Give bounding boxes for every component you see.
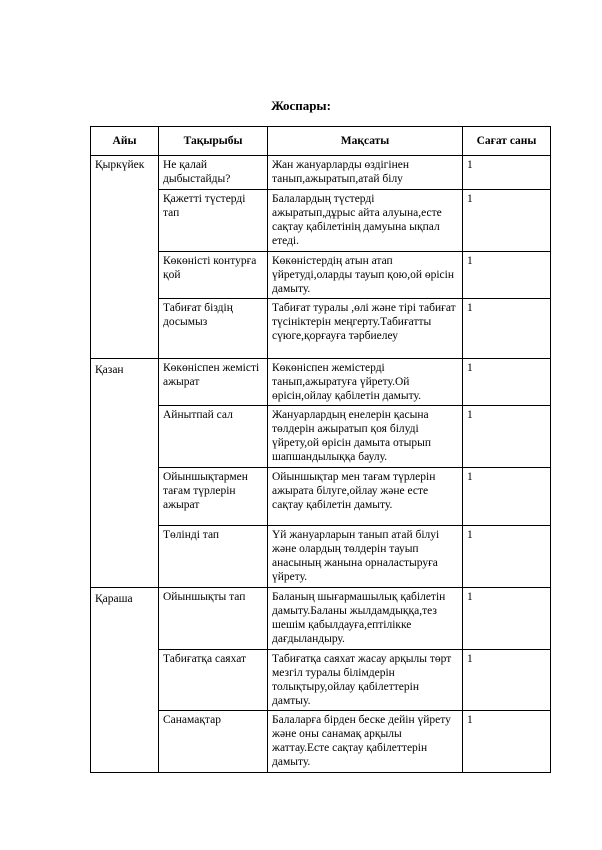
table-row bbox=[91, 468, 551, 526]
table-row bbox=[91, 359, 551, 406]
topic-cell: Қажетті түстерді тап bbox=[159, 190, 268, 252]
goal-cell: Үй жануарларын танып атай білуі және олардың төлдерін тауып анасының жанына орналастыруға үйрету. bbox=[268, 526, 463, 588]
table-row bbox=[91, 650, 551, 711]
table-row bbox=[91, 190, 551, 252]
hours-cell: 1 bbox=[463, 156, 551, 190]
table-row bbox=[91, 526, 551, 588]
topic-cell: Ойыншықтармен тағам түрлерін ажырат bbox=[159, 468, 268, 526]
table-row bbox=[91, 156, 551, 190]
hours-cell: 1 bbox=[463, 588, 551, 650]
goal-cell: Табиғатқа саяхат жасау арқылы төрт мезгіл туралы білімдерін толықтыру,ойлау қабілеттерін дамтыу. bbox=[268, 650, 463, 711]
hours-cell: 1 bbox=[463, 711, 551, 773]
goal-cell: Жануарлардың енелерін қасына төлдерін ажыратып қоя білуді үйрету,ой өрісін дамыта отырып шапшандылыққа баулу. bbox=[268, 406, 463, 468]
goal-cell: Балалардың түстерді ажыратып,дұрыс айта алуына,есте сақтау қабілетінің дамуына ықпал етеді. bbox=[268, 190, 463, 252]
topic-cell: Айнытпай сал bbox=[159, 406, 268, 468]
header-goal: Мақсаты bbox=[268, 127, 463, 156]
topic-cell: Көкөністі контурға қой bbox=[159, 252, 268, 299]
hours-cell: 1 bbox=[463, 650, 551, 711]
header-hours: Сағат саны bbox=[463, 127, 551, 156]
goal-cell: Ойыншықтар мен тағам түрлерін ажырата білуге,ойлау және есте сақтау қабілетін дамыту. bbox=[268, 468, 463, 526]
topic-cell: Көкөніспен жемісті ажырат bbox=[159, 359, 268, 406]
hours-cell: 1 bbox=[463, 526, 551, 588]
goal-cell: Табиғат туралы ,өлі және тірі табиғат түсініктерін меңгерту.Табиғатты сүюге,қорғауға тәрбиелеу bbox=[268, 299, 463, 359]
goal-cell: Балаларға бірден беске дейін үйрету және оны санамақ арқылы жаттау.Есте сақтау қабілеттерін дамыту. bbox=[268, 711, 463, 773]
month-cell: Қыркүйек bbox=[91, 156, 159, 359]
topic-cell: Ойыншықты тап bbox=[159, 588, 268, 650]
table-header-row bbox=[91, 127, 551, 156]
hours-cell: 1 bbox=[463, 406, 551, 468]
table-row bbox=[91, 588, 551, 650]
hours-cell: 1 bbox=[463, 190, 551, 252]
goal-cell: Жан жануарларды өздігінен танып,ажыратып,атай білу bbox=[268, 156, 463, 190]
table-row bbox=[91, 711, 551, 773]
goal-cell: Көкөніспен жемістерді танып,ажыратуға үйрету.Ой өрісін,ойлау қабілетін дамыту. bbox=[268, 359, 463, 406]
month-cell: Қазан bbox=[91, 359, 159, 588]
page-title: Жоспары: bbox=[271, 98, 331, 113]
topic-cell: Санамақтар bbox=[159, 711, 268, 773]
topic-cell: Не қалай дыбыстайды? bbox=[159, 156, 268, 190]
topic-cell: Табиғатқа саяхат bbox=[159, 650, 268, 711]
hours-cell: 1 bbox=[463, 468, 551, 526]
goal-cell: Көкөністердің атын атап үйретуді,оларды тауып қою,ой өрісін дамыту. bbox=[268, 252, 463, 299]
table-row bbox=[91, 406, 551, 468]
header-topic: Тақырыбы bbox=[159, 127, 268, 156]
plan-table bbox=[90, 126, 551, 773]
hours-cell: 1 bbox=[463, 359, 551, 406]
goal-cell: Баланың шығармашылық қабілетін дамыту.Баланы жылдамдыққа,тез шешім қабылдауға,ептілікке дағдыландыру. bbox=[268, 588, 463, 650]
header-month: Айы bbox=[91, 127, 159, 156]
hours-cell: 1 bbox=[463, 252, 551, 299]
hours-cell: 1 bbox=[463, 299, 551, 359]
table-row bbox=[91, 252, 551, 299]
topic-cell: Төлінді тап bbox=[159, 526, 268, 588]
topic-cell: Табиғат біздің досымыз bbox=[159, 299, 268, 359]
table-row bbox=[91, 299, 551, 359]
month-cell: Қараша bbox=[91, 588, 159, 773]
